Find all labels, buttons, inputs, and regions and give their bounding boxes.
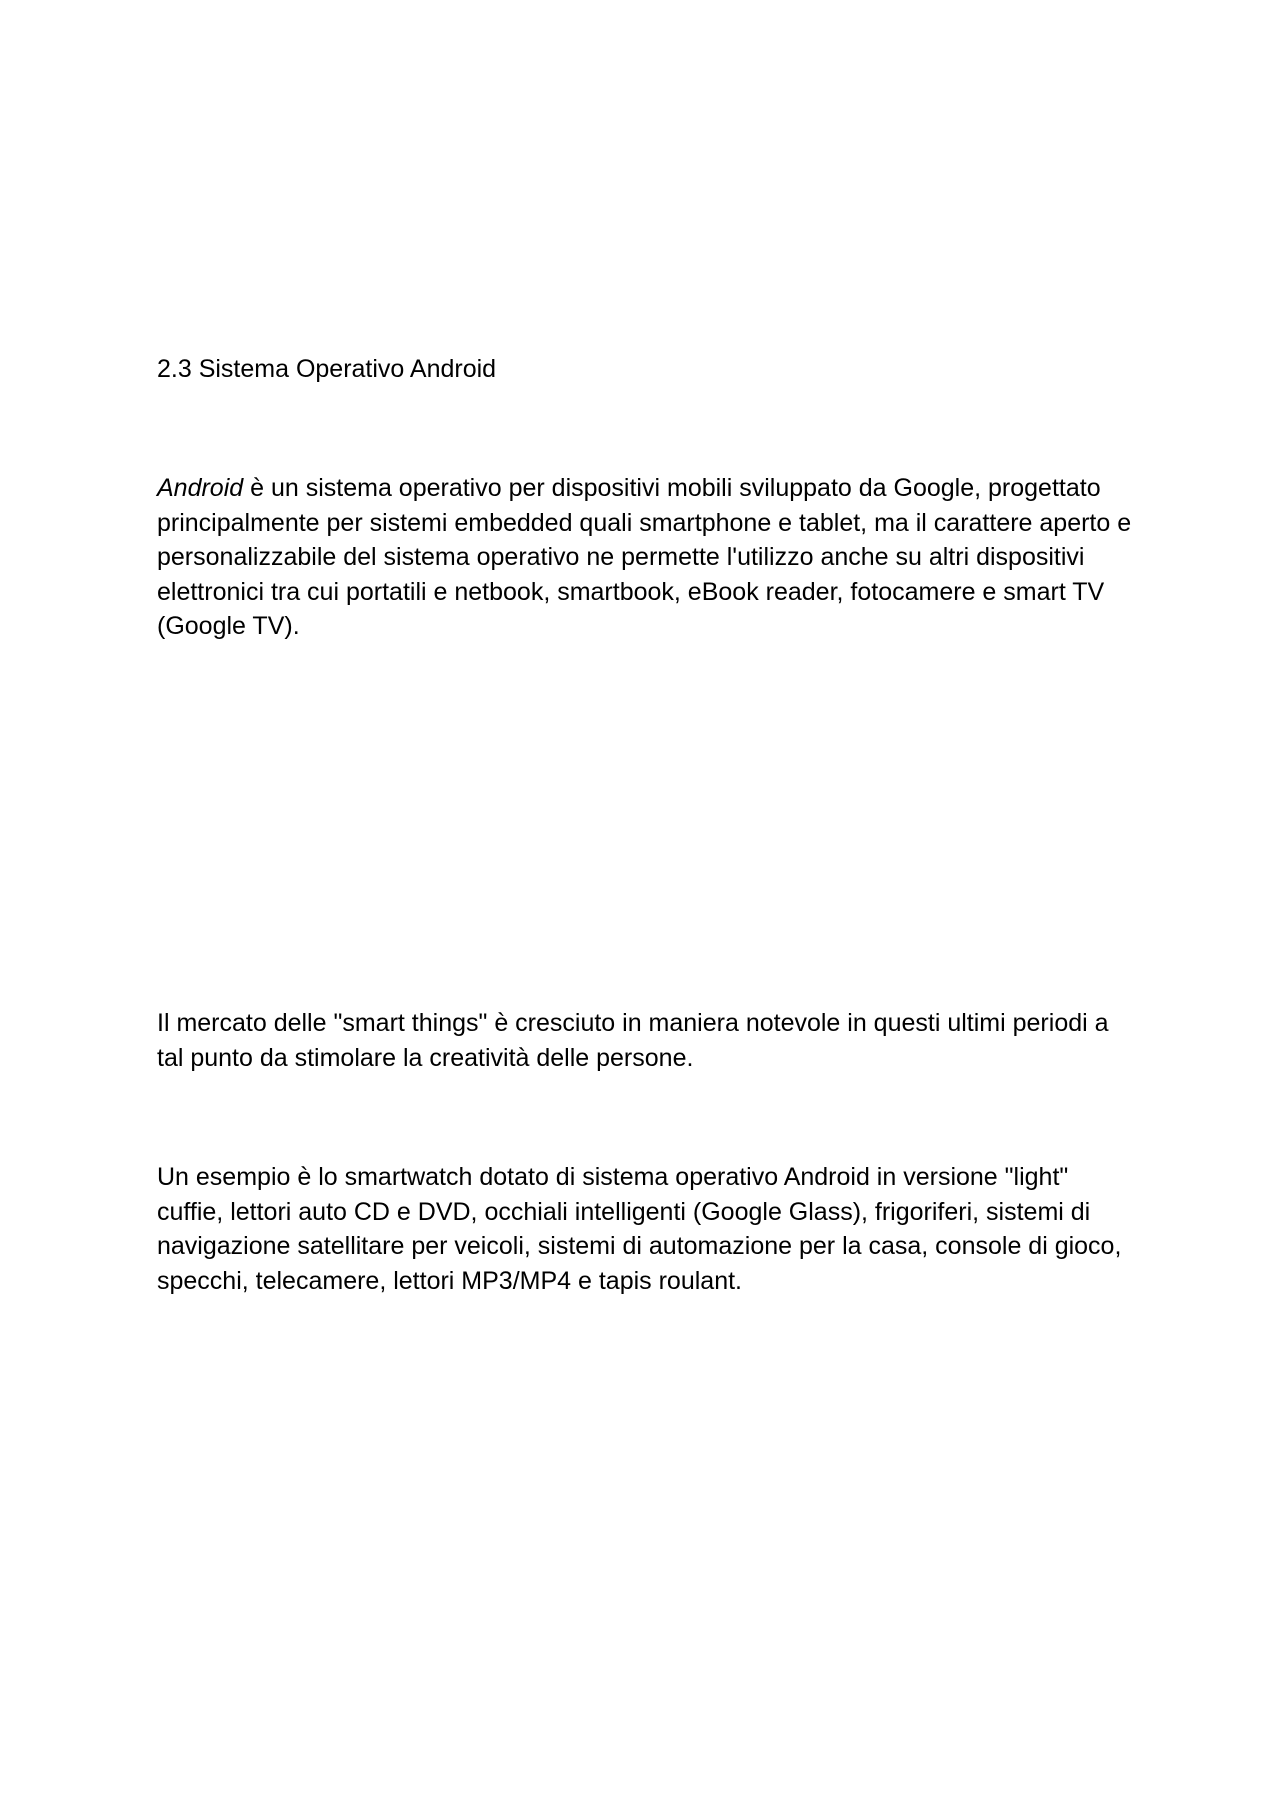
paragraph-android-intro-text: è un sistema operativo per dispositivi mobili sviluppato da Google, progettato principalmente per sistemi embedded quali smartphone e tablet, ma il carattere aperto e personalizzabile del sistema operativo ne permette l'utilizzo anche su altri dispositivi elettronici tra cui portatili e netbook, smartbook, eBook reader, fotocamere e smart TV (Google TV). [157,474,1132,640]
paragraph-android-intro [157,471,1137,644]
android-emphasis: Android [157,474,244,502]
paragraph-smart-things: Il mercato delle "smart things" è cresciuto in maniera notevole in questi ultimi periodi a tal punto da stimolare la creatività delle persone. [157,1009,1109,1072]
section-heading: 2.3 Sistema Operativo Android [157,355,497,383]
paragraph-examples: Un esempio è lo smartwatch dotato di sistema operativo Android in versione "light" cuffie, lettori auto CD e DVD, occhiali intelligenti (Google Glass), frigoriferi, sistemi di navigazione satellitare per veicoli, sistemi di automazione per la casa, console di gioco, specchi, telecamere, lettori MP3/MP4 e tapis roulant. [157,1163,1122,1295]
